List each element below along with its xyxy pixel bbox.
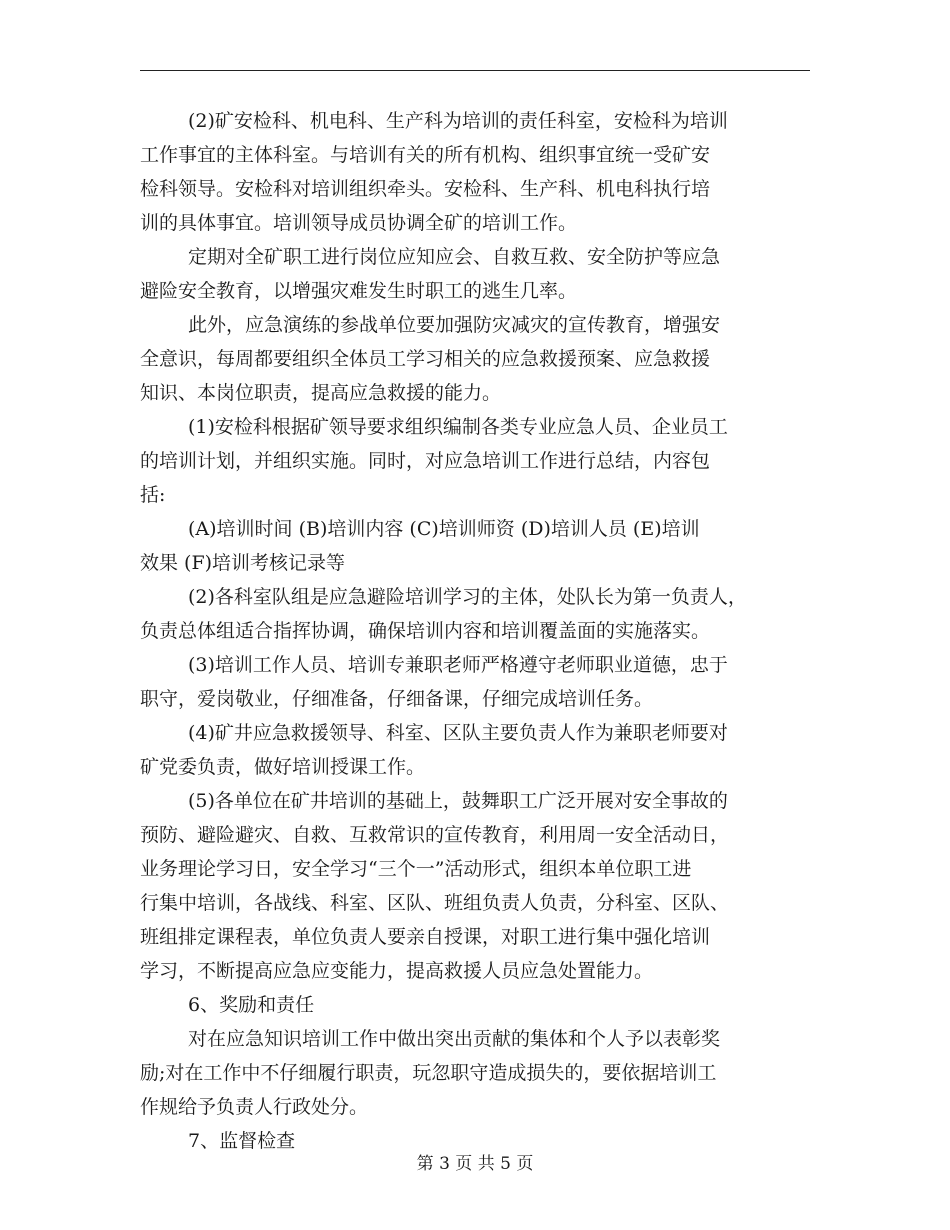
text-line: 检科领导。安检科对培训组织牵头。安检科、生产科、机电科执行培 xyxy=(140,178,711,200)
text-line: 括: xyxy=(140,484,166,506)
text-line: 6、奖励和责任 xyxy=(188,994,315,1016)
text-line: 矿党委负责，做好培训授课工作。 xyxy=(140,756,426,778)
header-rule xyxy=(140,70,810,71)
text-line: 定期对全矿职工进行岗位应知应会、自救互救、安全防护等应急 xyxy=(188,246,721,268)
text-line: 对在应急知识培训工作中做出突出贡献的集体和个人予以表彰奖 xyxy=(188,1028,721,1050)
text-line: 全意识，每周都要组织全体员工学习相关的应急救援预案、应急救援 xyxy=(140,348,711,370)
text-line: 负责总体组适合指挥协调，确保培训内容和培训覆盖面的实施落实。 xyxy=(140,620,711,642)
text-line: 避险安全教育，以增强灾难发生时职工的逃生几率。 xyxy=(140,280,578,302)
text-line: 行集中培训，各战线、科室、区队、班组负责人负责，分科室、区队、 xyxy=(140,892,730,914)
text-line: 作规给予负责人行政处分。 xyxy=(140,1096,369,1118)
page-number-footer: 第 3 页 共 5 页 xyxy=(416,1154,534,1174)
text-line: 业务理论学习日，安全学习“三个一”活动形式，组织本单位职工进 xyxy=(140,858,692,880)
document-body xyxy=(140,104,812,1158)
text-line: 知识、本岗位职责，提高应急救援的能力。 xyxy=(140,382,502,404)
text-line: 此外，应急演练的参战单位要加强防灾减灾的宣传教育，增强安 xyxy=(188,314,721,336)
text-line: (2)各科室队组是应急避险培训学习的主体，处队长为第一负责人， xyxy=(188,586,747,608)
text-line: 效果 (F)培训考核记录等 xyxy=(140,552,346,574)
text-line: 学习，不断提高应急应变能力，提高救援人员应急处置能力。 xyxy=(140,960,654,982)
text-line: (4)矿井应急救援领导、科室、区队主要负责人作为兼职老师要对 xyxy=(188,722,728,744)
text-line: (1)安检科根据矿领导要求组织编制各类专业应急人员、企业员工 xyxy=(188,416,728,438)
text-line: 工作事宜的主体科室。与培训有关的所有机构、组织事宜统一受矿安 xyxy=(140,144,711,166)
text-line: 的培训计划，并组织实施。同时，对应急培训工作进行总结，内容包 xyxy=(140,450,711,472)
text-line: 职守，爱岗敬业，仔细准备，仔细备课，仔细完成培训任务。 xyxy=(140,688,654,710)
text-line: 预防、避险避灾、自救、互救常识的宣传教育，利用周一安全活动日， xyxy=(140,824,730,846)
text-line: 7、监督检查 xyxy=(188,1130,296,1152)
text-line: 训的具体事宜。培训领导成员协调全矿的培训工作。 xyxy=(140,212,578,234)
text-line: (A)培训时间 (B)培训内容 (C)培训师资 (D)培训人员 (E)培训 xyxy=(188,518,700,540)
text-line: (2)矿安检科、机电科、生产科为培训的责任科室，安检科为培训 xyxy=(188,110,728,132)
text-line: (3)培训工作人员、培训专兼职老师严格遵守老师职业道德，忠于 xyxy=(188,654,728,676)
text-line: (5)各单位在矿井培训的基础上，鼓舞职工广泛开展对安全事故的 xyxy=(188,790,728,812)
text-line: 班组排定课程表，单位负责人要亲自授课，对职工进行集中强化培训 xyxy=(140,926,711,948)
text-line: 励;对在工作中不仔细履行职责，玩忽职守造成损失的，要依据培训工 xyxy=(140,1062,717,1084)
